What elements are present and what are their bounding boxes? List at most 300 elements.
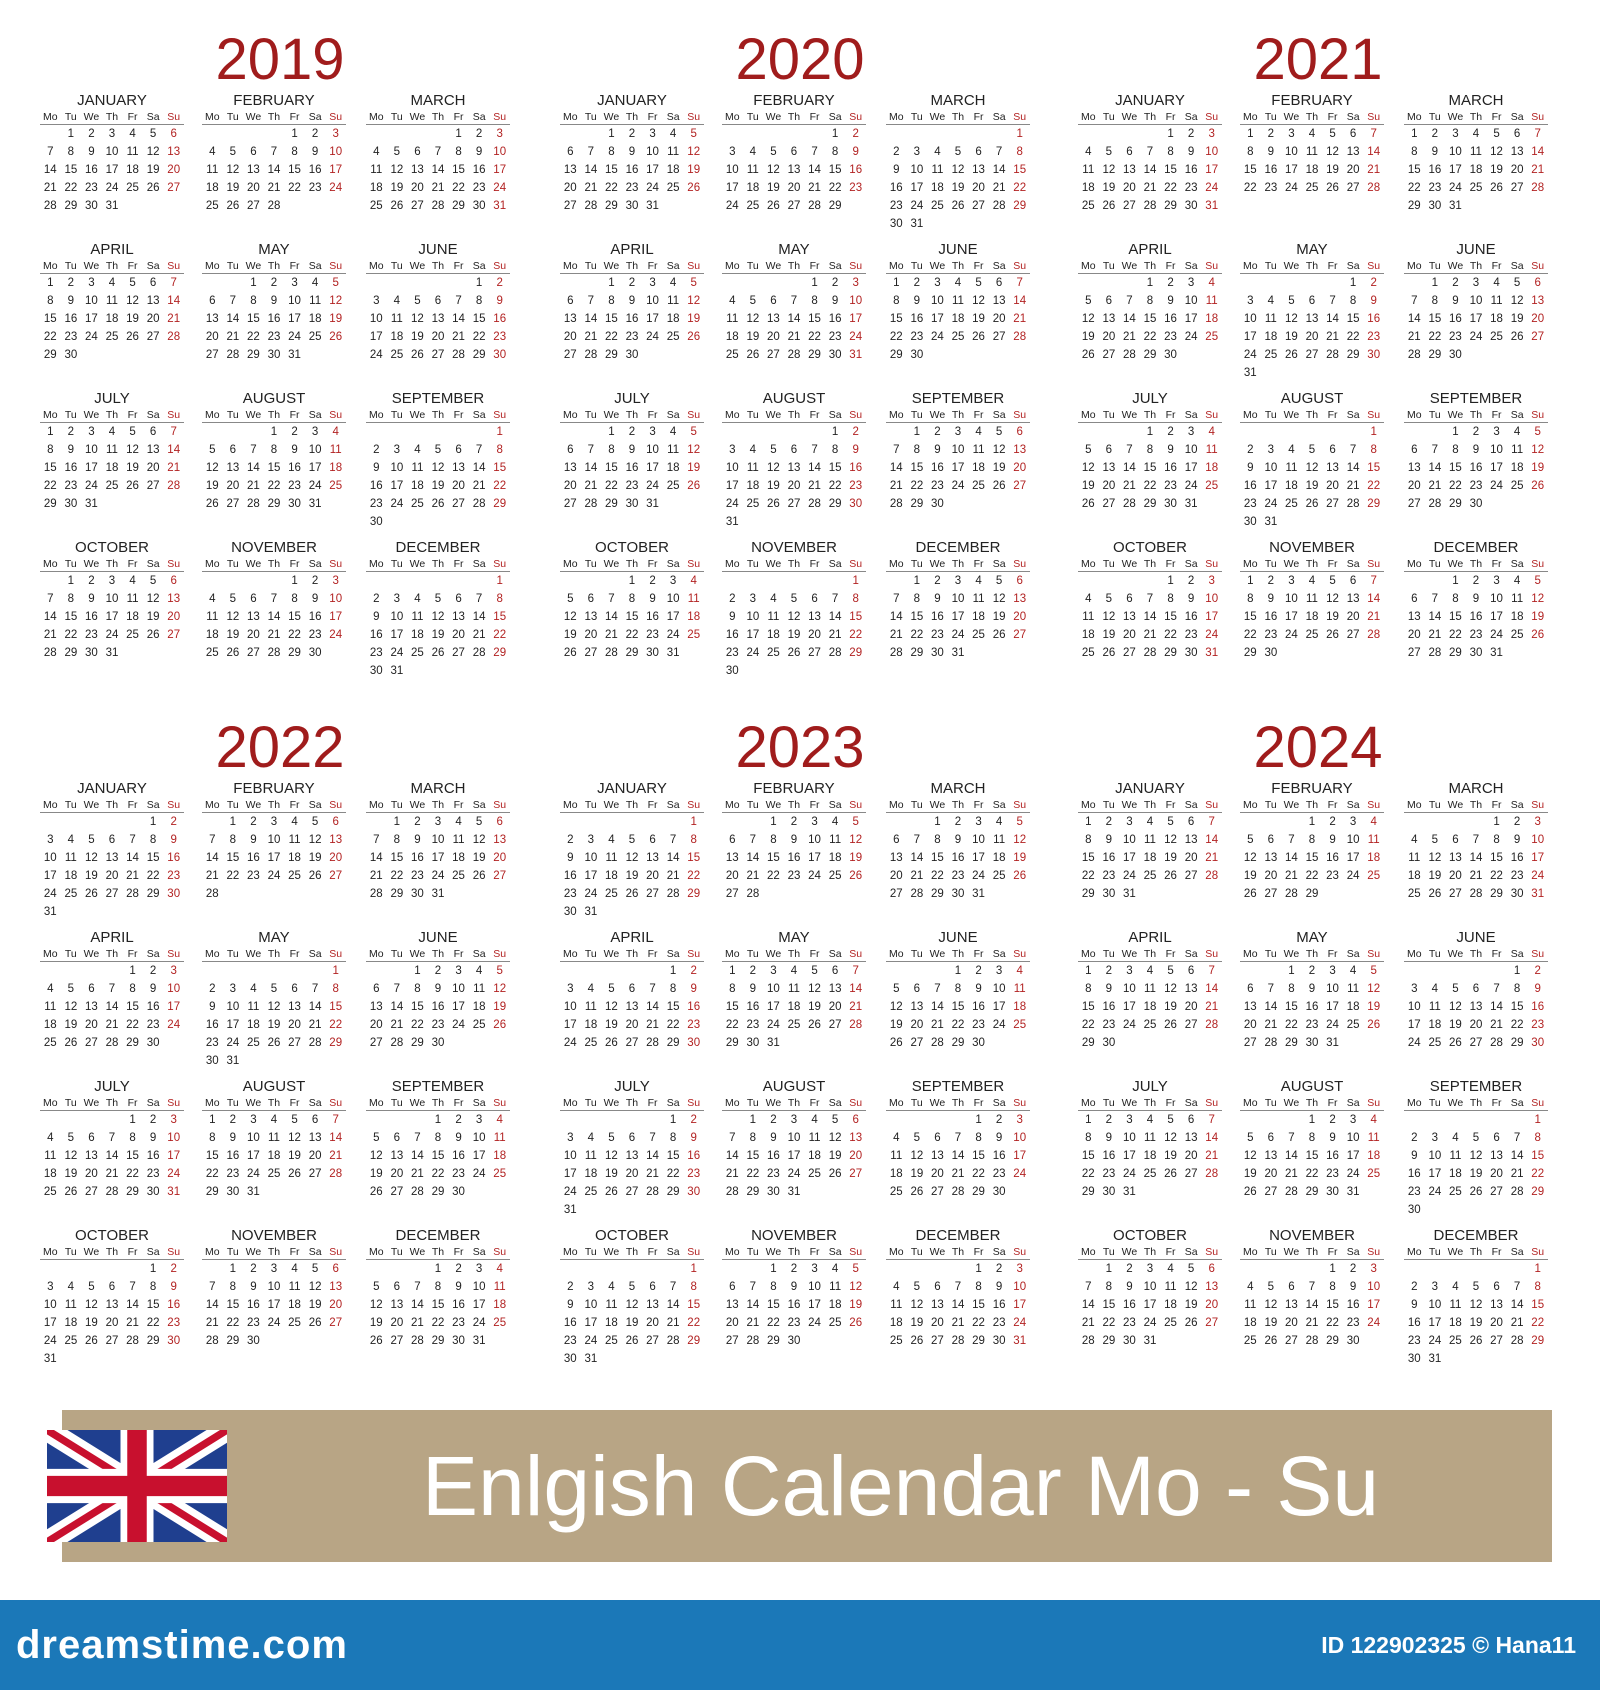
day-cell: 26 — [972, 331, 985, 343]
weekday-label: Mo — [1406, 1246, 1422, 1258]
day-cell: 14 — [889, 462, 903, 474]
weekday-label: Tu — [390, 409, 403, 421]
day-cell: 24 — [1490, 629, 1503, 641]
weekday-label: Sa — [1510, 1097, 1524, 1109]
weekday-label: We — [1283, 799, 1300, 811]
week-row — [1240, 867, 1384, 885]
day-cell: 20 — [563, 480, 577, 492]
day-cell: 17 — [584, 870, 598, 882]
day-cell: 26 — [1164, 1019, 1177, 1031]
day-cell: 16 — [787, 852, 801, 864]
weekday-label: Tu — [1428, 558, 1441, 570]
weekday-label: Th — [1305, 409, 1319, 421]
day-cell: 4 — [1472, 128, 1480, 140]
day-cell: 14 — [126, 852, 139, 864]
month-november — [722, 539, 866, 680]
day-cell — [81, 1260, 102, 1278]
week-row — [1078, 179, 1222, 197]
day-cell: 18 — [725, 331, 739, 343]
week-row — [1240, 998, 1384, 1016]
day-cell: 30 — [146, 1037, 160, 1049]
weekday-header — [1404, 947, 1548, 962]
day-cell: 18 — [1264, 331, 1278, 343]
weekday-label: Su — [1013, 260, 1027, 272]
week-row — [560, 328, 704, 346]
day-cell: 20 — [646, 1317, 659, 1329]
day-cell: 4 — [209, 593, 216, 605]
day-cell: 5 — [129, 277, 136, 289]
weekday-label: Su — [493, 1097, 507, 1109]
day-cell — [428, 274, 449, 292]
day-cell: 1 — [934, 816, 941, 828]
day-cell: 15 — [1305, 1150, 1319, 1162]
day-cell: 9 — [649, 593, 656, 605]
day-cell: 4 — [1452, 1132, 1459, 1144]
day-cell: 11 — [1082, 164, 1095, 176]
day-cell: 8 — [954, 983, 962, 995]
day-cell: 16 — [167, 852, 181, 864]
weekday-label: Sa — [146, 260, 160, 272]
day-cell: 1 — [47, 426, 54, 438]
day-cell: 11 — [952, 295, 964, 307]
day-cell: 30 — [1428, 200, 1442, 212]
day-cell: 18 — [666, 313, 680, 325]
day-cell: 25 — [1449, 1186, 1462, 1198]
day-cell: 10 — [452, 983, 465, 995]
day-cell — [927, 1260, 948, 1278]
weekday-label: Fr — [127, 111, 138, 123]
day-cell: 23 — [1164, 331, 1177, 343]
day-cell: 27 — [1243, 1037, 1257, 1049]
week-row — [40, 125, 184, 143]
weekday-header — [560, 947, 704, 962]
day-cell: 21 — [1490, 1019, 1503, 1031]
month-name: APRIL — [610, 929, 654, 946]
week-row — [202, 590, 346, 608]
day-cell: 25 — [828, 870, 842, 882]
day-cell — [886, 1111, 907, 1129]
day-cell: 13 — [584, 611, 598, 623]
week-row — [40, 1350, 184, 1368]
day-cell: 8 — [1105, 1281, 1113, 1293]
day-cell: 13 — [725, 852, 739, 864]
day-cell: 23 — [625, 182, 639, 194]
month-name: MARCH — [930, 92, 986, 109]
day-cell: 14 — [605, 611, 618, 623]
day-cell: 14 — [584, 164, 598, 176]
day-cell: 26 — [849, 1317, 863, 1329]
day-cell: 12 — [889, 1001, 903, 1013]
day-cell — [1119, 125, 1140, 143]
day-cell: 30 — [992, 1186, 1006, 1198]
day-cell: 25 — [687, 629, 701, 641]
day-cell: 13 — [972, 164, 985, 176]
weekday-label: We — [765, 260, 782, 272]
day-cell: 8 — [1349, 295, 1357, 307]
day-cell: 14 — [1264, 1001, 1278, 1013]
day-cell: 25 — [1205, 480, 1219, 492]
day-cell: 4 — [311, 277, 319, 289]
day-cell: 25 — [951, 331, 965, 343]
week-row — [366, 477, 510, 495]
day-cell: 24 — [226, 1037, 240, 1049]
day-cell: 14 — [1490, 1001, 1503, 1013]
day-cell: 24 — [1184, 331, 1198, 343]
weekday-label: Tu — [584, 558, 597, 570]
day-cell: 7 — [1472, 834, 1480, 846]
day-cell — [284, 962, 305, 980]
day-cell: 9 — [628, 295, 636, 307]
week-row — [1240, 590, 1384, 608]
day-cell — [1281, 1111, 1302, 1129]
day-cell: 26 — [746, 349, 760, 361]
weekday-label: We — [1283, 1246, 1300, 1258]
day-cell: 22 — [1285, 1019, 1298, 1031]
day-cell: 22 — [767, 870, 780, 882]
weekday-label: Th — [625, 799, 639, 811]
week-row — [40, 644, 184, 662]
day-cell: 24 — [1123, 1019, 1136, 1031]
day-cell: 24 — [85, 331, 98, 343]
day-cell: 25 — [411, 647, 424, 659]
day-cell: 15 — [411, 1001, 424, 1013]
week-row — [722, 962, 866, 980]
day-cell — [560, 813, 581, 831]
day-cell: 26 — [808, 1019, 821, 1031]
day-cell: 22 — [126, 1168, 139, 1180]
day-cell: 1 — [434, 1114, 442, 1126]
weekday-label: Tu — [584, 948, 597, 960]
day-cell: 17 — [1264, 480, 1278, 492]
day-cell: 19 — [1531, 611, 1545, 623]
day-cell — [448, 572, 469, 590]
day-cell: 25 — [1428, 1037, 1442, 1049]
day-cell: 9 — [852, 444, 859, 456]
day-cell: 8 — [1146, 295, 1154, 307]
week-row — [1404, 885, 1548, 903]
weekday-label: Sa — [992, 409, 1006, 421]
day-cell: 15 — [64, 611, 78, 623]
day-cell: 15 — [1164, 164, 1177, 176]
day-cell: 13 — [767, 313, 780, 325]
day-cell — [581, 813, 602, 831]
day-cell: 28 — [666, 1335, 680, 1347]
footer-image-id: ID 122902325 © Hana11 — [1321, 1632, 1576, 1658]
week-row — [886, 1278, 1030, 1296]
day-cell: 14 — [584, 313, 598, 325]
day-cell: 15 — [828, 164, 842, 176]
weekday-header — [40, 557, 184, 572]
day-cell — [243, 962, 264, 980]
weekday-label: We — [765, 1246, 782, 1258]
weekday-header — [886, 259, 1030, 274]
day-cell: 17 — [329, 164, 343, 176]
day-cell: 24 — [972, 870, 985, 882]
day-cell: 11 — [473, 983, 486, 995]
weekday-label: Th — [1469, 799, 1483, 811]
week-row — [886, 143, 1030, 161]
day-cell — [1261, 274, 1282, 292]
weekday-label: Fr — [127, 1246, 138, 1258]
day-cell: 14 — [267, 611, 281, 623]
day-cell: 28 — [1531, 182, 1545, 194]
weekday-label: Mo — [562, 948, 578, 960]
day-cell: 11 — [584, 1001, 597, 1013]
weekday-label: Tu — [226, 409, 239, 421]
day-cell: 3 — [934, 277, 941, 289]
week-row — [1240, 513, 1384, 531]
weekday-label: Th — [1469, 111, 1483, 123]
day-cell: 29 — [1305, 1186, 1319, 1198]
weekday-label: Mo — [204, 1097, 220, 1109]
day-cell: 29 — [64, 200, 78, 212]
day-cell: 3 — [311, 426, 319, 438]
weekday-label: We — [1447, 1097, 1464, 1109]
day-cell: 6 — [1126, 146, 1133, 158]
day-cell: 2 — [250, 1263, 257, 1275]
day-cell: 7 — [270, 593, 278, 605]
weekday-label: We — [409, 558, 426, 570]
day-cell: 20 — [563, 331, 577, 343]
day-cell: 17 — [369, 331, 383, 343]
weekday-label: Sa — [992, 558, 1006, 570]
day-cell: 6 — [587, 593, 595, 605]
day-cell — [784, 125, 805, 143]
day-cell: 6 — [149, 426, 157, 438]
day-cell: 21 — [105, 1168, 119, 1180]
day-cell: 8 — [250, 295, 257, 307]
day-cell: 12 — [849, 834, 863, 846]
week-row — [202, 346, 346, 364]
day-cell — [1466, 1111, 1487, 1129]
weekday-label: Fr — [1327, 409, 1338, 421]
day-cell: 5 — [852, 1263, 859, 1275]
weekday-label: Th — [1305, 948, 1319, 960]
weekday-label: Th — [105, 1097, 119, 1109]
week-row — [1404, 477, 1548, 495]
day-cell: 12 — [1081, 313, 1095, 325]
week-row — [886, 1332, 1030, 1350]
day-cell: 23 — [1102, 1019, 1116, 1031]
day-cell: 23 — [452, 1168, 465, 1180]
day-cell: 8 — [1534, 1281, 1541, 1293]
weekday-label: Sa — [1184, 558, 1198, 570]
day-cell — [448, 423, 469, 441]
day-cell: 24 — [329, 182, 343, 194]
day-cell: 21 — [1367, 611, 1381, 623]
day-cell: 4 — [608, 1281, 615, 1293]
day-cell: 18 — [493, 1150, 507, 1162]
weekday-label: Mo — [562, 111, 578, 123]
day-cell — [81, 1111, 102, 1129]
day-cell: 3 — [332, 128, 339, 140]
day-cell: 7 — [250, 444, 257, 456]
month-name: OCTOBER — [1113, 1227, 1187, 1244]
weekday-label: We — [1283, 111, 1300, 123]
day-cell: 27 — [452, 647, 465, 659]
week-row — [1078, 980, 1222, 998]
week-row — [366, 962, 510, 980]
week-row — [1404, 572, 1548, 590]
day-cell: 16 — [931, 611, 944, 623]
day-cell: 19 — [563, 629, 577, 641]
day-cell: 6 — [1452, 834, 1459, 846]
day-cell: 21 — [105, 1019, 119, 1031]
day-cell: 9 — [1452, 295, 1459, 307]
day-cell: 14 — [1205, 983, 1219, 995]
weekday-label: Mo — [42, 948, 58, 960]
day-cell — [202, 423, 223, 441]
day-cell: 12 — [329, 295, 343, 307]
weekday-label: We — [83, 111, 100, 123]
day-cell: 26 — [992, 480, 1006, 492]
day-cell: 12 — [563, 611, 577, 623]
month-name: AUGUST — [242, 1078, 306, 1095]
weekday-label: Sa — [1510, 409, 1524, 421]
weekday-label: Mo — [368, 1246, 384, 1258]
day-cell: 16 — [146, 1001, 160, 1013]
day-cell: 28 — [1428, 498, 1442, 510]
weekday-header — [1240, 1096, 1384, 1111]
day-cell: 27 — [1510, 182, 1524, 194]
day-cell: 16 — [1428, 164, 1442, 176]
day-cell: 14 — [472, 462, 486, 474]
weekday-label: Tu — [1102, 948, 1115, 960]
day-cell: 2 — [1370, 277, 1377, 289]
week-row — [560, 1201, 704, 1219]
day-cell: 4 — [1146, 816, 1154, 828]
day-cell: 9 — [1370, 295, 1377, 307]
day-cell: 1 — [913, 575, 921, 587]
weekday-label: We — [929, 1097, 946, 1109]
day-cell: 3 — [1370, 1263, 1377, 1275]
day-cell: 27 — [808, 647, 821, 659]
day-cell: 10 — [787, 1132, 801, 1144]
day-cell — [989, 125, 1010, 143]
day-cell: 1 — [913, 426, 921, 438]
day-cell — [804, 423, 825, 441]
week-row — [886, 608, 1030, 626]
day-cell: 30 — [828, 349, 842, 361]
weekday-label: Fr — [453, 260, 464, 272]
weekday-label: We — [1121, 948, 1138, 960]
day-cell: 7 — [311, 983, 319, 995]
day-cell: 1 — [608, 128, 615, 140]
day-cell: 19 — [1469, 1168, 1483, 1180]
week-row — [1404, 644, 1548, 662]
day-cell: 1 — [975, 1263, 982, 1275]
day-cell: 29 — [1449, 498, 1462, 510]
day-cell: 21 — [1081, 1317, 1095, 1329]
day-cell: 2 — [67, 277, 75, 289]
day-cell: 6 — [250, 593, 257, 605]
day-cell: 13 — [1184, 834, 1198, 846]
day-cell — [560, 1111, 581, 1129]
day-cell: 19 — [369, 1317, 383, 1329]
week-row — [366, 1165, 510, 1183]
day-cell: 18 — [105, 462, 119, 474]
day-cell: 16 — [828, 313, 842, 325]
day-cell: 9 — [455, 1132, 462, 1144]
weekday-label: Th — [1143, 1097, 1157, 1109]
week-row — [722, 346, 866, 364]
day-cell: 11 — [452, 834, 465, 846]
day-cell: 2 — [1431, 128, 1439, 140]
weekday-label: Su — [687, 799, 701, 811]
day-cell: 1 — [496, 575, 503, 587]
day-cell — [1261, 813, 1282, 831]
day-cell: 16 — [247, 1299, 260, 1311]
day-cell: 22 — [64, 182, 78, 194]
day-cell: 6 — [1534, 277, 1541, 289]
day-cell: 22 — [1305, 1168, 1319, 1180]
day-cell: 24 — [1205, 629, 1219, 641]
month-september — [886, 1078, 1030, 1201]
day-cell: 25 — [205, 647, 219, 659]
weekday-label: Mo — [1242, 111, 1258, 123]
day-cell: 26 — [1081, 349, 1095, 361]
day-cell: 24 — [746, 647, 760, 659]
day-cell: 18 — [43, 1168, 57, 1180]
day-cell: 12 — [126, 444, 139, 456]
week-row — [722, 1260, 866, 1278]
day-cell: 30 — [1184, 200, 1198, 212]
day-cell: 16 — [992, 1299, 1006, 1311]
day-cell: 18 — [1367, 852, 1381, 864]
day-cell — [581, 274, 602, 292]
day-cell: 24 — [1346, 1168, 1360, 1180]
day-cell — [1445, 962, 1466, 980]
month-name: AUGUST — [762, 390, 826, 407]
weekday-label: Tu — [226, 948, 239, 960]
day-cell: 17 — [849, 313, 863, 325]
day-cell: 5 — [1329, 575, 1336, 587]
month-name: OCTOBER — [595, 539, 669, 556]
day-cell — [722, 125, 743, 143]
day-cell: 24 — [1143, 1317, 1157, 1329]
day-cell: 7 — [934, 983, 941, 995]
weekday-label: Tu — [1428, 948, 1441, 960]
week-row — [1078, 1165, 1222, 1183]
day-cell — [387, 1111, 408, 1129]
week-row — [202, 143, 346, 161]
day-cell: 10 — [563, 1150, 577, 1162]
day-cell: 22 — [226, 1317, 240, 1329]
day-cell: 16 — [146, 1150, 160, 1162]
footer-brand[interactable]: dreamstime.com — [16, 1623, 348, 1667]
day-cell: 7 — [170, 277, 177, 289]
weekday-label: Su — [1013, 409, 1027, 421]
weekday-label: Th — [267, 558, 281, 570]
day-cell: 11 — [746, 462, 759, 474]
day-cell: 9 — [729, 611, 736, 623]
day-cell: 5 — [1308, 444, 1316, 456]
day-cell: 26 — [1305, 498, 1319, 510]
day-cell: 25 — [787, 1019, 801, 1031]
day-cell — [122, 1260, 143, 1278]
weekday-label: Tu — [1428, 1246, 1441, 1258]
day-cell: 17 — [1531, 852, 1545, 864]
weekday-label: Mo — [562, 558, 578, 570]
day-cell: 30 — [288, 498, 301, 510]
day-cell: 23 — [1264, 629, 1278, 641]
day-cell: 10 — [431, 834, 445, 846]
week-row — [560, 292, 704, 310]
day-cell: 7 — [47, 146, 54, 158]
week-row — [886, 441, 1030, 459]
day-cell: 4 — [496, 1263, 503, 1275]
day-cell — [223, 962, 244, 980]
